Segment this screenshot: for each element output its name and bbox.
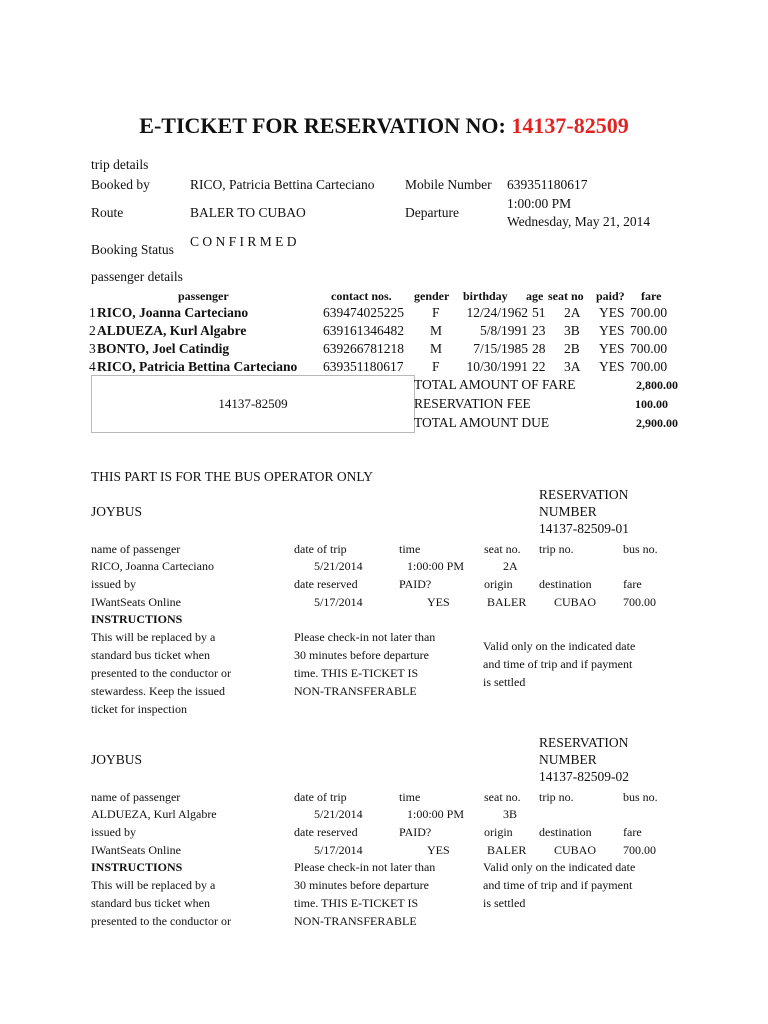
checkin-line: time. THIS E-TICKET IS [294, 666, 419, 680]
checkin-line: time. THIS E-TICKET IS [294, 896, 419, 910]
passenger-contact: 639266781218 [323, 341, 404, 356]
passenger-age: 28 [532, 341, 546, 356]
paid-label: PAID? [399, 577, 432, 591]
col-contact: contact nos. [331, 289, 392, 303]
booked-by-value: RICO, Patricia Bettina Carteciano [190, 177, 375, 192]
passenger-row-number: 1 [89, 305, 96, 320]
date-reserved-value: 5/17/2014 [314, 595, 363, 609]
mobile-label: Mobile Number [405, 177, 492, 192]
reservation-label: RESERVATION [539, 735, 629, 750]
passenger-name-value: RICO, Joanna Carteciano [91, 559, 214, 573]
stub-reservation-number: 14137-82509-01 [539, 521, 629, 536]
paid-label: PAID? [399, 825, 432, 839]
date-reserved-label: date reserved [294, 577, 358, 591]
trip-details-heading: trip details [91, 157, 149, 172]
passenger-name-label: name of passenger [91, 790, 181, 804]
fare-label: fare [623, 825, 642, 839]
checkin-line: Please check-in not later than [294, 630, 436, 644]
passenger-name: BONTO, Joel Catindig [97, 341, 230, 356]
trip-no-label: trip no. [539, 542, 574, 556]
departure-date: Wednesday, May 21, 2014 [507, 214, 651, 229]
passenger-age: 22 [532, 359, 546, 374]
passenger-paid: YES [599, 305, 625, 320]
time-label: time [399, 542, 421, 556]
trip-no-label: trip no. [539, 790, 574, 804]
booked-by-label: Booked by [91, 177, 150, 192]
fare-value: 700.00 [623, 843, 656, 857]
col-age: age [526, 289, 544, 303]
fare-label: fare [623, 577, 642, 591]
passenger-paid: YES [599, 359, 625, 374]
date-of-trip-value: 5/21/2014 [314, 807, 363, 821]
validity-line: Valid only on the indicated date [483, 860, 636, 874]
passenger-row-number: 3 [89, 341, 96, 356]
col-gender: gender [414, 289, 450, 303]
reservation-fee-label: RESERVATION FEE [414, 396, 531, 411]
col-fare: fare [641, 289, 662, 303]
instructions-heading: INSTRUCTIONS [91, 612, 183, 626]
bus-no-label: bus no. [623, 542, 658, 556]
col-birthday: birthday [463, 289, 508, 303]
seat-no-label: seat no. [484, 542, 521, 556]
instruction-line: presented to the conductor or [91, 914, 231, 928]
passenger-name-value: ALDUEZA, Kurl Algabre [91, 807, 217, 821]
passenger-age: 51 [532, 305, 546, 320]
validity-line: and time of trip and if payment [483, 878, 633, 892]
instruction-line: This will be replaced by a [91, 630, 216, 644]
fare-value: 700.00 [623, 595, 656, 609]
passenger-row-number: 4 [89, 359, 96, 374]
paid-value: YES [427, 843, 450, 857]
time-value: 1:00:00 PM [407, 559, 465, 573]
stub-reservation-number: 14137-82509-02 [539, 769, 629, 784]
validity-line: is settled [483, 896, 526, 910]
date-of-trip-value: 5/21/2014 [314, 559, 363, 573]
booking-status-label: Booking Status [91, 242, 174, 257]
instruction-line: This will be replaced by a [91, 878, 216, 892]
box-reservation-number: 14137-82509 [218, 396, 288, 411]
departure-time: 1:00:00 PM [507, 196, 572, 211]
passenger-contact: 639474025225 [323, 305, 404, 320]
passenger-row-number: 2 [89, 323, 96, 338]
paid-value: YES [427, 595, 450, 609]
total-due-label: TOTAL AMOUNT DUE [414, 415, 550, 430]
booking-status-value: C O N F I R M E D [190, 234, 297, 249]
passenger-name: RICO, Patricia Bettina Carteciano [97, 359, 298, 374]
bus-no-label: bus no. [623, 790, 658, 804]
origin-value: BALER [487, 843, 527, 857]
passenger-paid: YES [599, 341, 625, 356]
bus-company: JOYBUS [91, 752, 143, 767]
origin-value: BALER [487, 595, 527, 609]
bus-company: JOYBUS [91, 504, 143, 519]
passenger-paid: YES [599, 323, 625, 338]
reservation-label-2: NUMBER [539, 752, 597, 767]
issued-by-label: issued by [91, 577, 136, 591]
instructions-heading: INSTRUCTIONS [91, 860, 183, 874]
passenger-seat: 3B [564, 323, 580, 338]
total-due-value: 2,900.00 [636, 416, 678, 430]
passenger-birthday: 10/30/1991 [466, 359, 528, 374]
departure-label: Departure [405, 205, 459, 220]
passenger-fare: 700.00 [630, 305, 668, 320]
reservation-number-box [91, 375, 415, 433]
col-passenger: passenger [178, 289, 229, 303]
passenger-name: RICO, Joanna Carteciano [97, 305, 249, 320]
instruction-line: ticket for inspection [91, 702, 187, 716]
validity-line: is settled [483, 675, 526, 689]
passenger-gender: M [430, 341, 443, 356]
checkin-line: NON-TRANSFERABLE [294, 684, 417, 698]
reservation-label-2: NUMBER [539, 504, 597, 519]
issued-by-label: issued by [91, 825, 136, 839]
instruction-line: stewardess. Keep the issued [91, 684, 225, 698]
origin-label: origin [484, 825, 513, 839]
destination-value: CUBAO [554, 843, 597, 857]
col-paid: paid? [596, 289, 625, 303]
passenger-fare: 700.00 [630, 359, 668, 374]
col-seat: seat no [548, 289, 584, 303]
issued-by-value: IWantSeats Online [91, 595, 182, 609]
validity-line: and time of trip and if payment [483, 657, 633, 671]
route-value: BALER TO CUBAO [190, 205, 306, 220]
seat-no-value: 2A [503, 559, 518, 573]
passenger-details-heading: passenger details [91, 269, 183, 284]
reservation-label: RESERVATION [539, 487, 629, 502]
seat-no-label: seat no. [484, 790, 521, 804]
destination-label: destination [539, 825, 592, 839]
checkin-line: Please check-in not later than [294, 860, 436, 874]
time-value: 1:00:00 PM [407, 807, 465, 821]
passenger-seat: 3A [564, 359, 581, 374]
passenger-contact: 639161346482 [323, 323, 404, 338]
reservation-fee-value: 100.00 [635, 397, 668, 411]
date-reserved-value: 5/17/2014 [314, 843, 363, 857]
date-of-trip-label: date of trip [294, 790, 347, 804]
seat-no-value: 3B [503, 807, 518, 821]
time-label: time [399, 790, 421, 804]
total-fare-label: TOTAL AMOUNT OF FARE [414, 377, 576, 392]
passenger-age: 23 [532, 323, 546, 338]
passenger-contact: 639351180617 [323, 359, 404, 374]
page-title [0, 112, 768, 140]
passenger-birthday: 7/15/1985 [473, 341, 528, 356]
total-fare-value: 2,800.00 [636, 378, 678, 392]
checkin-line: NON-TRANSFERABLE [294, 914, 417, 928]
operator-notice: THIS PART IS FOR THE BUS OPERATOR ONLY [91, 469, 374, 484]
destination-value: CUBAO [554, 595, 597, 609]
checkin-line: 30 minutes before departure [294, 878, 429, 892]
reservation-number: 14137-82509 [511, 113, 629, 138]
passenger-fare: 700.00 [630, 323, 668, 338]
passenger-seat: 2B [564, 341, 580, 356]
instruction-line: presented to the conductor or [91, 666, 231, 680]
destination-label: destination [539, 577, 592, 591]
mobile-value: 639351180617 [507, 177, 588, 192]
passenger-name-label: name of passenger [91, 542, 181, 556]
date-reserved-label: date reserved [294, 825, 358, 839]
passenger-gender: F [432, 305, 440, 320]
date-of-trip-label: date of trip [294, 542, 347, 556]
passenger-birthday: 12/24/1962 [466, 305, 528, 320]
title-label: E-TICKET FOR RESERVATION NO: [139, 113, 506, 138]
issued-by-value: IWantSeats Online [91, 843, 182, 857]
passenger-gender: M [430, 323, 443, 338]
origin-label: origin [484, 577, 513, 591]
passenger-fare: 700.00 [630, 341, 668, 356]
route-label: Route [91, 205, 124, 220]
passenger-birthday: 5/8/1991 [479, 323, 528, 338]
validity-line: Valid only on the indicated date [483, 639, 636, 653]
passenger-name: ALDUEZA, Kurl Algabre [97, 323, 247, 338]
checkin-line: 30 minutes before departure [294, 648, 429, 662]
instruction-line: standard bus ticket when [91, 648, 210, 662]
instruction-line: standard bus ticket when [91, 896, 210, 910]
passenger-seat: 2A [564, 305, 581, 320]
passenger-gender: F [432, 359, 440, 374]
